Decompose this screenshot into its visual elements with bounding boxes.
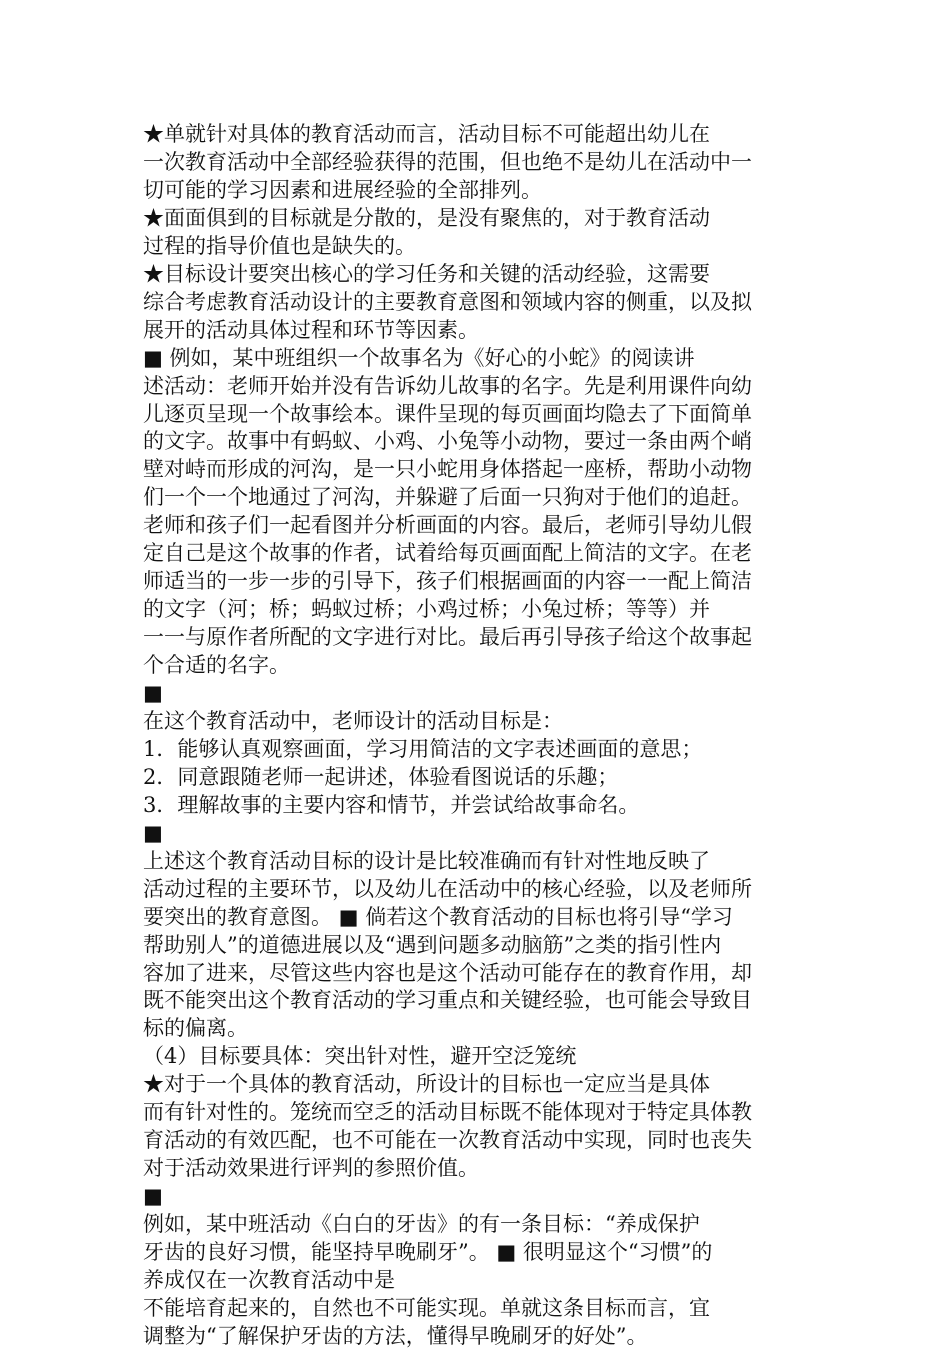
text-line: （4）目标要具体：突出针对性，避开空泛笼统 bbox=[143, 1044, 577, 1069]
text-line: 而有针对性的。笼统而空乏的活动目标既不能体现对于特定具体教 bbox=[143, 1100, 752, 1125]
text-line: 活动过程的主要环节，以及幼儿在活动中的核心经验，以及老师所 bbox=[143, 876, 752, 901]
text-line: 过程的指导价值也是缺失的。 bbox=[143, 233, 416, 258]
text-line: 定自己是这个故事的作者，试着给每页画面配上简洁的文字。在老 bbox=[143, 541, 752, 566]
text-line: 儿逐页呈现一个故事绘本。课件呈现的每页画面均隐去了下面简单 bbox=[143, 401, 752, 426]
text-line: 的文字。故事中有蚂蚁、小鸡、小兔等小动物，要过一条由两个峭 bbox=[143, 429, 752, 454]
text-line: 育活动的有效匹配，也不可能在一次教育活动中实现，同时也丧失 bbox=[143, 1128, 752, 1153]
text-line: 切可能的学习因素和进展经验的全部排列。 bbox=[143, 177, 542, 202]
text-line: 述活动：老师开始并没有告诉幼儿故事的名字。先是利用课件向幼 bbox=[143, 373, 752, 398]
text-line: ■ bbox=[143, 820, 163, 845]
text-line: 3．理解故事的主要内容和情节，并尝试给故事命名。 bbox=[143, 792, 640, 817]
text-line: ★单就针对具体的教育活动而言，活动目标不可能超出幼儿在 bbox=[143, 122, 710, 146]
text-line: 1．能够认真观察画面，学习用简洁的文字表述画面的意思； bbox=[143, 736, 703, 761]
text-line: ■ bbox=[143, 1184, 163, 1209]
text-line: 师适当的一步一步的引导下，孩子们根据画面的内容一一配上简洁 bbox=[143, 569, 752, 594]
text-line: 容加了进来，尽管这些内容也是这个活动可能存在的教育作用，却 bbox=[143, 960, 752, 985]
text-line: 老师和孩子们一起看图并分析画面的内容。最后，老师引导幼儿假 bbox=[143, 513, 752, 538]
text-line: 在这个教育活动中，老师设计的活动目标是： bbox=[143, 708, 563, 733]
text-line: 调整为“了解保护牙齿的方法，懂得早晚刷牙的好处”。 bbox=[143, 1323, 648, 1348]
text-line: 既不能突出这个教育活动的学习重点和关键经验，也可能会导致目 bbox=[143, 988, 752, 1013]
text-line: ★目标设计要突出核心的学习任务和关键的活动经验，这需要 bbox=[143, 261, 710, 286]
text-line: ★对于一个具体的教育活动，所设计的目标也一定应当是具体 bbox=[143, 1072, 710, 1097]
text-line: 养成仅在一次教育活动中是 bbox=[143, 1268, 395, 1292]
text-line: ★面面俱到的目标就是分散的，是没有聚焦的，对于教育活动 bbox=[143, 205, 710, 230]
text-line: 一次教育活动中全部经验获得的范围，但也绝不是幼儿在活动中一 bbox=[143, 149, 752, 174]
text-line: 综合考虑教育活动设计的主要教育意图和领域内容的侧重，以及拟 bbox=[143, 289, 752, 314]
text-line: 牙齿的良好习惯，能坚持早晚刷牙”。 ■ 很明显这个“习惯”的 bbox=[143, 1240, 713, 1264]
text-line: 们一个一个地通过了河沟，并躲避了后面一只狗对于他们的追赶。 bbox=[143, 485, 752, 510]
text-line: 对于活动效果进行评判的参照价值。 bbox=[143, 1156, 479, 1181]
text-line: 标的偏离。 bbox=[143, 1016, 248, 1041]
text-line: 例如，某中班活动《白白的牙齿》的有一条目标：“养成保护 bbox=[143, 1212, 700, 1236]
text-line: 要突出的教育意图。 ■ 倘若这个教育活动的目标也将引导“学习 bbox=[143, 904, 733, 929]
text-line: 不能培育起来的，自然也不可能实现。单就这条目标而言，宜 bbox=[143, 1295, 710, 1320]
text-line: 的文字（河；桥；蚂蚁过桥；小鸡过桥；小兔过桥；等等）并 bbox=[143, 597, 710, 622]
text-line: 个合适的名字。 bbox=[143, 653, 290, 677]
text-line: 上述这个教育活动目标的设计是比较准确而有针对性地反映了 bbox=[143, 848, 710, 873]
text-line: 2．同意跟随老师一起讲述，体验看图说话的乐趣； bbox=[143, 764, 619, 789]
text-line: 展开的活动具体过程和环节等因素。 bbox=[143, 317, 479, 342]
text-line: 壁对峙而形成的河沟，是一只小蛇用身体搭起一座桥，帮助小动物 bbox=[143, 457, 752, 482]
text-line: ■ 例如，某中班组织一个故事名为《好心的小蛇》的阅读讲 bbox=[143, 345, 695, 370]
text-line: 帮助别人”的道德进展以及“遇到问题多动脑筋”之类的指引性内 bbox=[143, 932, 722, 957]
text-line: ■ bbox=[143, 681, 163, 705]
text-line: 一一与原作者所配的文字进行对比。最后再引导孩子给这个故事起 bbox=[143, 625, 752, 650]
